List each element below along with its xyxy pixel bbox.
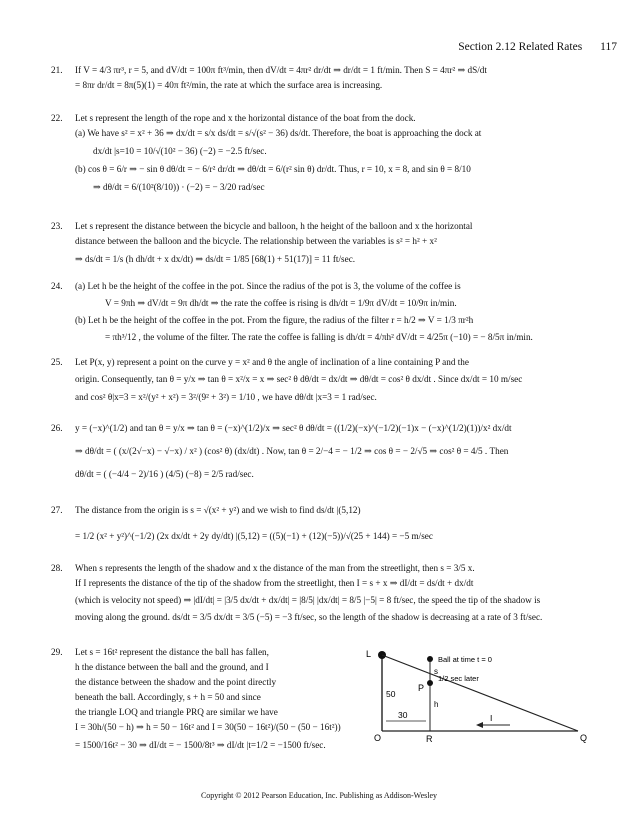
solution-line: The distance from the origin is s = √(x² + y²) and we wish to find ds/dt |(5,12) [75,505,361,515]
solution-line: ⇒ dθ/dt = 6/(10²(8/10)) · (−2) = − 3/20 rad/sec [93,182,265,192]
ball-later-icon [427,680,433,686]
solution-line: origin. Consequently, tan θ = y/x ⇒ tan θ = x²/x = x ⇒ sec² θ dθ/dt = dx/dt ⇒ dθ/dt = cos² θ dx/dt . Since dx/dt = 10 m/sec [75,374,523,384]
problem-number: 26. [51,423,63,433]
solution-line: beneath the ball. Accordingly, s + h = 50 and since [75,692,261,702]
solution-line: Let s represent the distance between the bicycle and balloon, h the height of the balloon and x the horizontal [75,221,473,231]
problem-28 [51,561,611,625]
page-number: 117 [600,41,617,53]
solution-line: = 1/2 (x² + y²)^(−1/2) (2x dx/dt + 2y dy/dt) |(5,12) = ((5)(−1) + (12)(−5))/√(25 + 144) = −5 m/sec [75,531,433,541]
label-R: R [426,734,433,744]
problem-number: 25. [51,357,63,367]
solution-line: Let s = 16t² represent the distance the ball has fallen, [75,647,269,657]
problem-27 [51,503,611,544]
solution-line: When s represents the length of the shadow and x the distance of the man from the streetlight, then s = 3/5 x. [75,563,475,573]
label-L: L [366,649,372,659]
solution-line: = 8πr dr/dt = 8π(5)(1) = 40π ft²/min, the rate at which the surface area is increasing. [75,80,383,90]
solution-line: (b) Let h be the height of the coffee in the pot. From the figure, the radius of the filter r = h/2 ⇒ V = 1/3 πr²h [75,315,474,325]
solution-line: If V = 4/3 πr³, r = 5, and dV/dt = 100π ft³/min, then dV/dt = 4πr² dr/dt ⇒ dr/dt = 1 ft/min. Then S = 4πr² ⇒ dS/dt [75,65,487,75]
problem-number: 29. [51,647,63,657]
label-P: P [418,683,425,693]
problem-number: 24. [51,281,63,291]
problem-number: 27. [51,505,63,515]
solution-line: = 1500/16t² − 30 ⇒ dI/dt = − 1500/8t³ ⇒ dI/dt |t=1/2 = −1500 ft/sec. [75,740,326,750]
running-header [458,41,617,53]
problem-25 [51,355,611,405]
arrowhead-icon [476,722,483,728]
solution-line: moving along the ground. ds/dt = 3/5 dx/dt = 3/5 (−5) = −3 ft/sec, so the length of the shadow is decreasing at a rate of 3 ft/sec. [75,612,543,622]
problem-number: 23. [51,221,63,231]
problem-23 [51,219,611,267]
solution-line: = πh³/12 , the volume of the filter. The rate the coffee is falling is dh/dt = 4/πh² dV/dt = 4/25π (−10) = − 8/5π in/min. [105,332,533,342]
problem-number: 28. [51,563,63,573]
label-30: 30 [398,710,408,720]
problem-22 [51,111,611,195]
solution-line: Let s represent the length of the rope and x the horizontal distance of the boat from the dock. [75,113,416,123]
solution-line: distance between the balloon and the bicycle. The relationship between the variables is s² = h² + x² [75,236,437,246]
problem-26 [51,421,611,482]
solution-line: y = (−x)^(1/2) and tan θ = y/x ⇒ tan θ = (−x)^(1/2)/x ⇒ sec² θ dθ/dt = ((1/2)(−x)^(−1/2)(−1)x − (−x)^(1/2)(1))/x² dx/dt [75,423,512,433]
solution-line: and cos² θ|x=3 = x²/(y² + x²) = 3²/(9² + 3²) = 1/10 , we have dθ/dt |x=3 = 1 rad/sec. [75,392,377,402]
label-s: s [434,667,438,676]
ball-icon [427,656,433,662]
section-title: Section 2.12 Related Rates [458,41,583,53]
solution-line: the distance between the shadow and the point directly [75,677,277,687]
label-I: I [490,713,493,723]
label-50: 50 [386,689,396,699]
problem-number: 21. [51,65,63,75]
solution-line: (which is velocity not speed) ⇒ |dI/dt| = |3/5 dx/dt + dx/dt| = |8/5| |dx/dt| = 8/5 |−5| = 8 ft/sec, the speed the tip of the shadow is [75,595,541,605]
streetlight-figure [360,645,630,745]
solution-line: (a) We have s² = x² + 36 ⇒ dx/dt = s/x ds/dt = s/√(s² − 36) ds/dt. Therefore, the boat is approaching the dock at [75,128,482,138]
solution-line: (b) cos θ = 6/r ⇒ − sin θ dθ/dt = − 6/r² dr/dt ⇒ dθ/dt = 6/(r² sin θ) dr/dt. Thus, r = 10, x = 8, and sin θ = 8/10 [75,164,471,174]
label-Q: Q [580,733,588,743]
solution-line: ⇒ ds/dt = 1/s (h dh/dt + x dx/dt) ⇒ ds/dt = 1/85 [68(1) + 51(17)] = 11 ft/sec. [75,254,356,264]
solution-line: dx/dt |s=10 = 10/√(10² − 36) (−2) = −2.5 ft/sec. [93,146,267,156]
label-h: h [434,700,439,709]
solution-line: I = 30h/(50 − h) ⇒ h = 50 − 16t² and I = 30(50 − 16t²)/(50 − (50 − 16t²)) [75,722,341,732]
problem-24 [51,279,611,345]
copyright-footer: Copyright © 2012 Pearson Education, Inc. Publishing as Addison-Wesley [200,791,438,800]
solution-line: dθ/dt = ( (−4/4 − 2)/16 ) (4/5) (−8) = 2/5 rad/sec. [75,469,254,479]
problem-number: 22. [51,113,63,123]
solution-line: If I represents the distance of the tip of the shadow from the streetlight, then I = s + x ⇒ dI/dt = ds/dt + dx/dt [75,578,474,588]
solution-line: Let P(x, y) represent a point on the curve y = x² and θ the angle of inclination of a line containing P and the [75,357,469,367]
solution-line: V = 9πh ⇒ dV/dt = 9π dh/dt ⇒ the rate the coffee is rising is dh/dt = 1/9π dV/dt = 10/9π in/min. [105,298,457,308]
light-ray [382,655,578,731]
solution-line: ⇒ dθ/dt = ( (x/(2√−x) − √−x) / x² ) (cos² θ) (dx/dt) . Now, tan θ = 2/−4 = − 1/2 ⇒ cos θ = − 2/√5 ⇒ cos² θ = 4/5 . Then [75,446,509,456]
problem-21 [51,63,611,93]
solution-line: (a) Let h be the height of the coffee in the pot. Since the radius of the pot is 3, the volume of the coffee is [75,281,461,291]
label-ball-time: Ball at time t = 0 [438,655,492,664]
solution-line: the triangle LOQ and triangle PRQ are similar we have [75,707,278,717]
solution-line: h the distance between the ball and the ground, and I [75,662,269,672]
label-half-sec: 1/2 sec later [438,674,479,683]
label-O: O [374,733,382,743]
